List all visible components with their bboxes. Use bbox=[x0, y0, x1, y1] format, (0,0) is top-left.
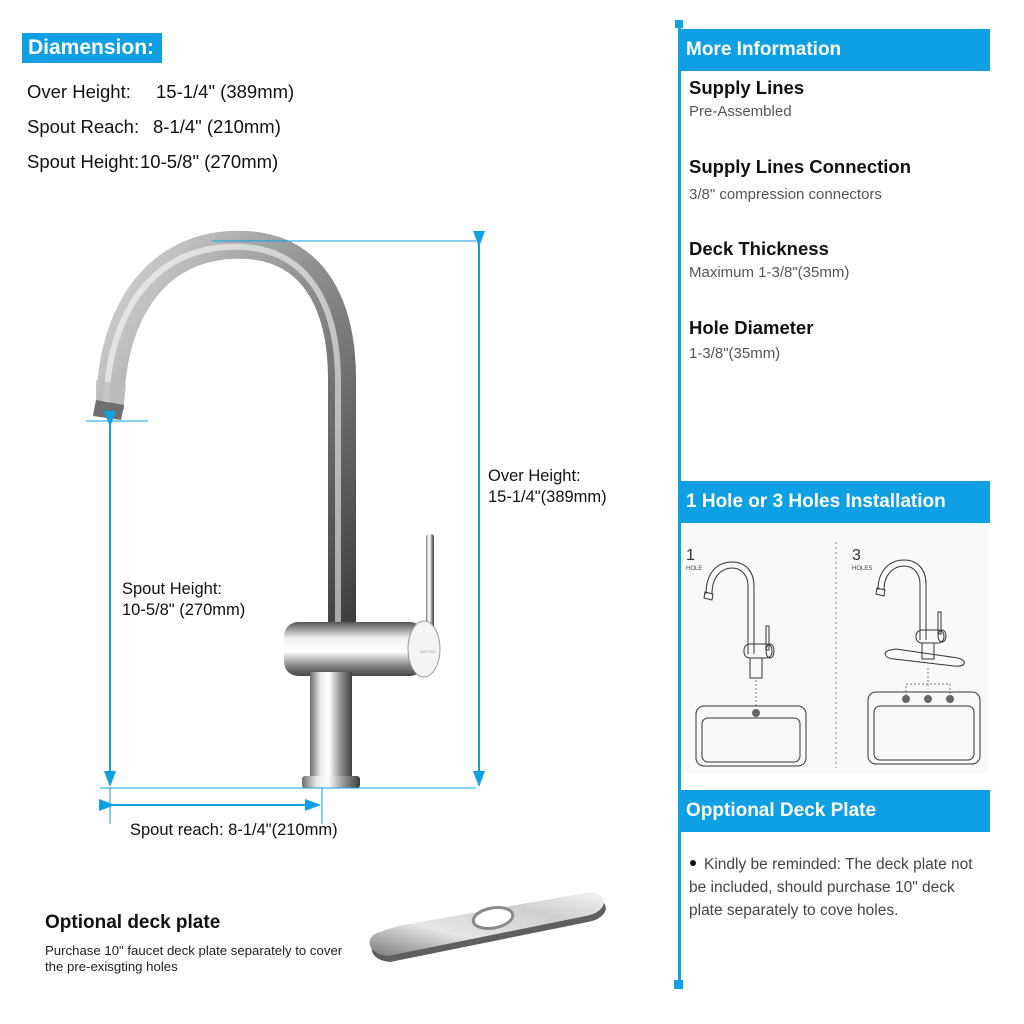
spout-height-annotation bbox=[122, 579, 245, 621]
over-height-value: 15-1/4"(389mm) bbox=[488, 488, 607, 506]
info-title-hole-diameter: Hole Diameter bbox=[689, 317, 814, 338]
faucet-body bbox=[284, 622, 424, 676]
rail-cap-top bbox=[675, 20, 683, 28]
info-title-deck-thickness: Deck Thickness bbox=[689, 238, 829, 259]
dimension-value: 10-5/8" (270mm) bbox=[140, 151, 279, 172]
bullet-icon bbox=[690, 860, 696, 866]
dimension-value: 8-1/4" (210mm) bbox=[153, 116, 281, 137]
info-value-supply-lines: Pre-Assembled bbox=[689, 103, 792, 120]
info-title-supply-lines-connection: Supply Lines Connection bbox=[689, 156, 912, 177]
spout-height-value: 10-5/8" (270mm) bbox=[122, 601, 246, 619]
info-value-deck-thickness: Maximum 1-3/8"(35mm) bbox=[689, 264, 850, 281]
installation-diagram bbox=[682, 528, 988, 773]
over-height-label: Over Height: bbox=[488, 467, 581, 485]
dimension-label: Spout Reach: bbox=[27, 116, 140, 137]
deck-plate-note bbox=[689, 853, 989, 922]
deck-plate-image bbox=[360, 868, 620, 968]
installation-header: 1 Hole or 3 Holes Installation bbox=[678, 481, 990, 523]
faucet-spout bbox=[110, 245, 342, 630]
one-hole-number: 1 bbox=[686, 547, 695, 564]
optional-deck-plate-description: Purchase 10" faucet deck plate separately to cover the pre-exisgting holes bbox=[45, 943, 343, 974]
dimension-row-spout-reach bbox=[27, 116, 281, 138]
info-title-supply-lines: Supply Lines bbox=[689, 77, 805, 98]
deck-plate-note-text: Kindly be reminded: The deck plate not be included, should purchase 10" deck plate separately to cove holes. bbox=[689, 856, 973, 919]
info-value-hole-diameter: 1-3/8"(35mm) bbox=[689, 345, 781, 362]
faucet-lever bbox=[426, 534, 434, 634]
dimension-label: Over Height: bbox=[27, 81, 131, 102]
info-value-supply-lines-connection: 3/8" compression connectors bbox=[689, 186, 882, 203]
more-information-header: More Information bbox=[678, 29, 990, 71]
three-holes-number: 3 bbox=[852, 547, 861, 564]
dimension-value: 15-1/4" (389mm) bbox=[156, 81, 295, 102]
dimension-row-spout-height bbox=[27, 151, 278, 173]
optional-deck-plate-title: Optional deck plate bbox=[45, 912, 221, 933]
dimension-label: Spout Height: bbox=[27, 151, 140, 172]
three-holes-label: HOLES bbox=[852, 566, 873, 572]
dimension-heading: Diamension: bbox=[22, 33, 162, 63]
deck-plate-section-header: Opptional Deck Plate bbox=[678, 790, 990, 832]
rail-cap-bottom bbox=[674, 980, 683, 989]
one-hole-label: HOLE bbox=[686, 566, 703, 572]
spout-reach-annotation: Spout reach: 8-1/4"(210mm) bbox=[130, 821, 338, 839]
dimension-row-over-height bbox=[27, 81, 294, 103]
svg-text:WAYTOS: WAYTOS bbox=[420, 650, 435, 654]
faucet-base bbox=[310, 672, 352, 778]
faucet-dimension-diagram bbox=[0, 200, 660, 860]
over-height-annotation bbox=[488, 466, 607, 508]
spout-height-label: Spout Height: bbox=[122, 580, 222, 598]
